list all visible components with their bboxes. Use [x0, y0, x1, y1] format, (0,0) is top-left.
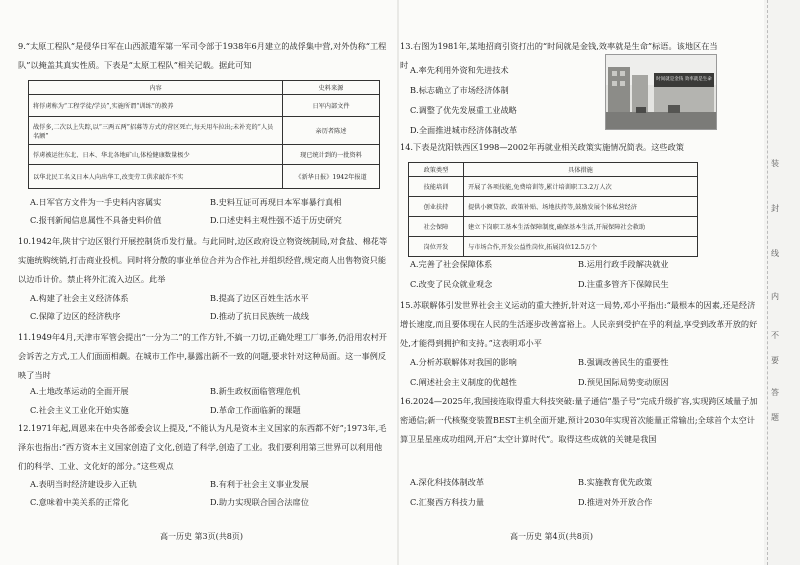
table-cell: 提供小额贷款、政策补贴、场地扶持等,鼓励发展个体私营经济: [464, 197, 698, 217]
page-footer: 高一历史 第3页(共8页): [160, 532, 243, 541]
table-row: [409, 177, 698, 197]
option-11b[interactable]: B.新生政权面临管理危机: [210, 386, 301, 396]
margin-char: 装: [771, 159, 779, 168]
option-15b[interactable]: B.强调改善民生的重要性: [578, 357, 669, 367]
table-cell: 亲历者陈述: [283, 117, 380, 145]
option-10c[interactable]: C.保障了边区的经济秩序: [30, 311, 121, 321]
table-cell: 与市场合作,开发公益性岗位,拓展岗位12.5万个: [464, 237, 698, 257]
option-16b[interactable]: B.实施教育优先政策: [578, 477, 653, 487]
option-13d[interactable]: D.全面推进城市经济体制改革: [410, 125, 518, 135]
binding-margin: [764, 0, 800, 565]
option-10b[interactable]: B.提高了边区百姓生活水平: [210, 293, 309, 303]
question-12-stem: 12.1971年起,周恩来在中央各部委会议上提及,“不能认为凡是资本主义国家的东西都不好”;1973年,毛泽东也指出:“西方资本主义国家创造了文化,创造了科学,创造了工业。我们要利用第三世界可以利用他们的科学、工业、文化好的部分。”这些观点: [18, 423, 387, 471]
option-10d[interactable]: D.推动了抗日民族统一战线: [210, 311, 309, 321]
option-15c[interactable]: C.阐述社会主义制度的优越性: [410, 377, 517, 387]
table-cell: 岗位开发: [409, 237, 464, 257]
right-page: [400, 0, 800, 565]
table-cell: 以华北民工名义日本人向出华工,改变劳工供求敲诈不实: [29, 165, 283, 189]
option-13a[interactable]: A.率先利用外资和先进技术: [410, 65, 509, 75]
margin-char: 答: [771, 388, 779, 397]
table-cell: 技能培训: [409, 177, 464, 197]
option-12c[interactable]: C.意味着中美关系的正常化: [30, 497, 129, 507]
option-11c[interactable]: C.社会主义工业化开始实施: [30, 405, 129, 415]
slogan-text: 时间就是金钱 效率就是生命: [656, 77, 712, 82]
margin-char: 封: [771, 204, 779, 213]
table-cell: 建立下岗职工基本生活保障制度,确保基本生活,开展保障社会救助: [464, 217, 698, 237]
table-row: [29, 145, 380, 165]
table-cell: 战俘多,二次以上失踪,以“三两五两”招募等方式的营区死亡,每天用车拉出;未补充的“人员名额”: [29, 117, 283, 145]
margin-char: 线: [771, 249, 779, 258]
table-row: [29, 95, 380, 117]
margin-char: 不: [771, 331, 779, 340]
option-16d[interactable]: D.推进对外开放合作: [578, 497, 653, 507]
margin-char: 内: [771, 292, 779, 301]
table-cell: 社会保障: [409, 217, 464, 237]
question-14-stem: 14.下表是沈阳铁西区1998—2002年再就业相关政策实施情况简表。这些政策: [400, 142, 684, 152]
option-9d[interactable]: D.口述史料主观性强不适于历史研究: [210, 215, 342, 225]
table-header-row: [409, 163, 698, 177]
option-14c[interactable]: C.改变了民众就业观念: [410, 279, 493, 289]
table-row: [29, 117, 380, 145]
option-13c[interactable]: C.调整了优先发展重工业战略: [410, 105, 517, 115]
page-footer: 高一历史 第4页(共8页): [510, 532, 593, 541]
table-cell: 《新华日报》1942年报道: [283, 165, 380, 189]
option-12b[interactable]: B.有利于社会主义事业发展: [210, 479, 309, 489]
option-16a[interactable]: A.深化科技体制改革: [410, 477, 485, 487]
option-14d[interactable]: D.注重多管齐下保障民生: [578, 279, 669, 289]
option-9a[interactable]: A.日军官方文件为一手史料内容属实: [30, 197, 162, 207]
option-12d[interactable]: D.助力实现联合国合法席位: [210, 497, 309, 507]
option-11a[interactable]: A.土地改革运动的全面开展: [30, 386, 129, 396]
option-15a[interactable]: A.分析苏联解体对我国的影响: [410, 357, 517, 367]
table-cell: 创业扶持: [409, 197, 464, 217]
question-14-table: [408, 162, 698, 257]
margin-char: 要: [771, 356, 779, 365]
binding-line: [767, 0, 769, 565]
table-row: [409, 237, 698, 257]
question-11-stem: 11.1949年4月,天津市军管会提出“一分为二”的工作方针,不搞一刀切,正确处理工厂事务,仍沿用农村开会诉苦之方式,工人们面面相觑。在城市工作中,暴露出新不一致的问题,要求针对这种局面。这一事例反映了当时: [18, 332, 387, 380]
table-cell: 现已统计到的一批资料: [283, 145, 380, 165]
question-16-stem: 16.2024—2025年,我国接连取得重大科技突破:量子通信“墨子号”完成升级扩容,实现跨区域量子加密通信;新一代核聚变装置BEST主机全面开建,预计2030年实现首次能量正常输出;全球首个太空计算卫星星座成功组网,开启“太空计算时代”。取得这些成就的关键是我国: [400, 396, 758, 444]
option-10a[interactable]: A.构建了社会主义经济体系: [30, 293, 129, 303]
table-cell: 开展了各项技能,免费培训等,累计培训职工3.2万人次: [464, 177, 698, 197]
table-row: [409, 197, 698, 217]
table-cell: 日军内部文件: [283, 95, 380, 117]
question-10-stem: 10.1942年,陕甘宁边区银行开展控制货币发行量。与此同时,边区政府设立物资统制局,对食盐、棉花等实施统购统销,打击商业投机。同时将分散的事业单位合并为合作社,并组织经营,规定商人出售物资只能以边币计价。禁止将外汇流入边区。此举: [18, 236, 388, 284]
option-14a[interactable]: A.完善了社会保障体系: [410, 259, 493, 269]
street-scene-image: [606, 55, 716, 129]
question-15-stem: 15.苏联解体引发世界社会主义运动的重大挫折,针对这一局势,邓小平指出:“最根本的因素,还是经济增长速度,而且要体现在人民的生活逐步改善富裕上。人民亲到受护在乎的利益,享受到改革开放的好处,才能得到拥护和支持。”这表明邓小平: [400, 300, 758, 348]
option-14b[interactable]: B.运用行政手段解决就业: [578, 259, 669, 269]
question-13-stem: 13.右图为1981年,某地招商引资打出的“时间就是金钱,效率就是生命”标语。该地区在当时: [400, 41, 718, 70]
table-row: [409, 217, 698, 237]
table-row: [29, 165, 380, 189]
question-9-stem: 9.“太原工程队”是侵华日军在山西派遣军第一军司令部于1938年6月建立的战俘集中营,对外伪称“工程队”以掩盖其真实性质。下表是“太原工程队”相关记载。据此可知: [18, 41, 387, 70]
option-12a[interactable]: A.表明当时经济建设步入正轨: [30, 479, 137, 489]
table-header: 具体措施: [464, 163, 698, 177]
option-15d[interactable]: D.预见国际局势变动原因: [578, 377, 669, 387]
slogan-photo: [605, 54, 717, 130]
table-cell: 将俘虏称为“工程学徒/学员”,实施所谓“训练”的教养: [29, 95, 283, 117]
table-header: 史料来源: [283, 81, 380, 95]
option-16c[interactable]: C.汇聚西方科技力量: [410, 497, 485, 507]
question-9-table: [28, 80, 380, 189]
table-header: 政策类型: [409, 163, 464, 177]
option-9c[interactable]: C.报刊新闻信息属性不具备史料价值: [30, 215, 162, 225]
option-9b[interactable]: B.史料互证可再现日本军事暴行真相: [210, 197, 342, 207]
margin-char: 题: [771, 413, 779, 422]
option-13b[interactable]: B.标志确立了市场经济体制: [410, 85, 509, 95]
table-header-row: [29, 81, 380, 95]
table-cell: 俘虏被运往东北、日本、华北各地矿山,体检健康数量极少: [29, 145, 283, 165]
table-header: 内容: [29, 81, 283, 95]
option-11d[interactable]: D.革命工作面临新的课题: [210, 405, 301, 415]
